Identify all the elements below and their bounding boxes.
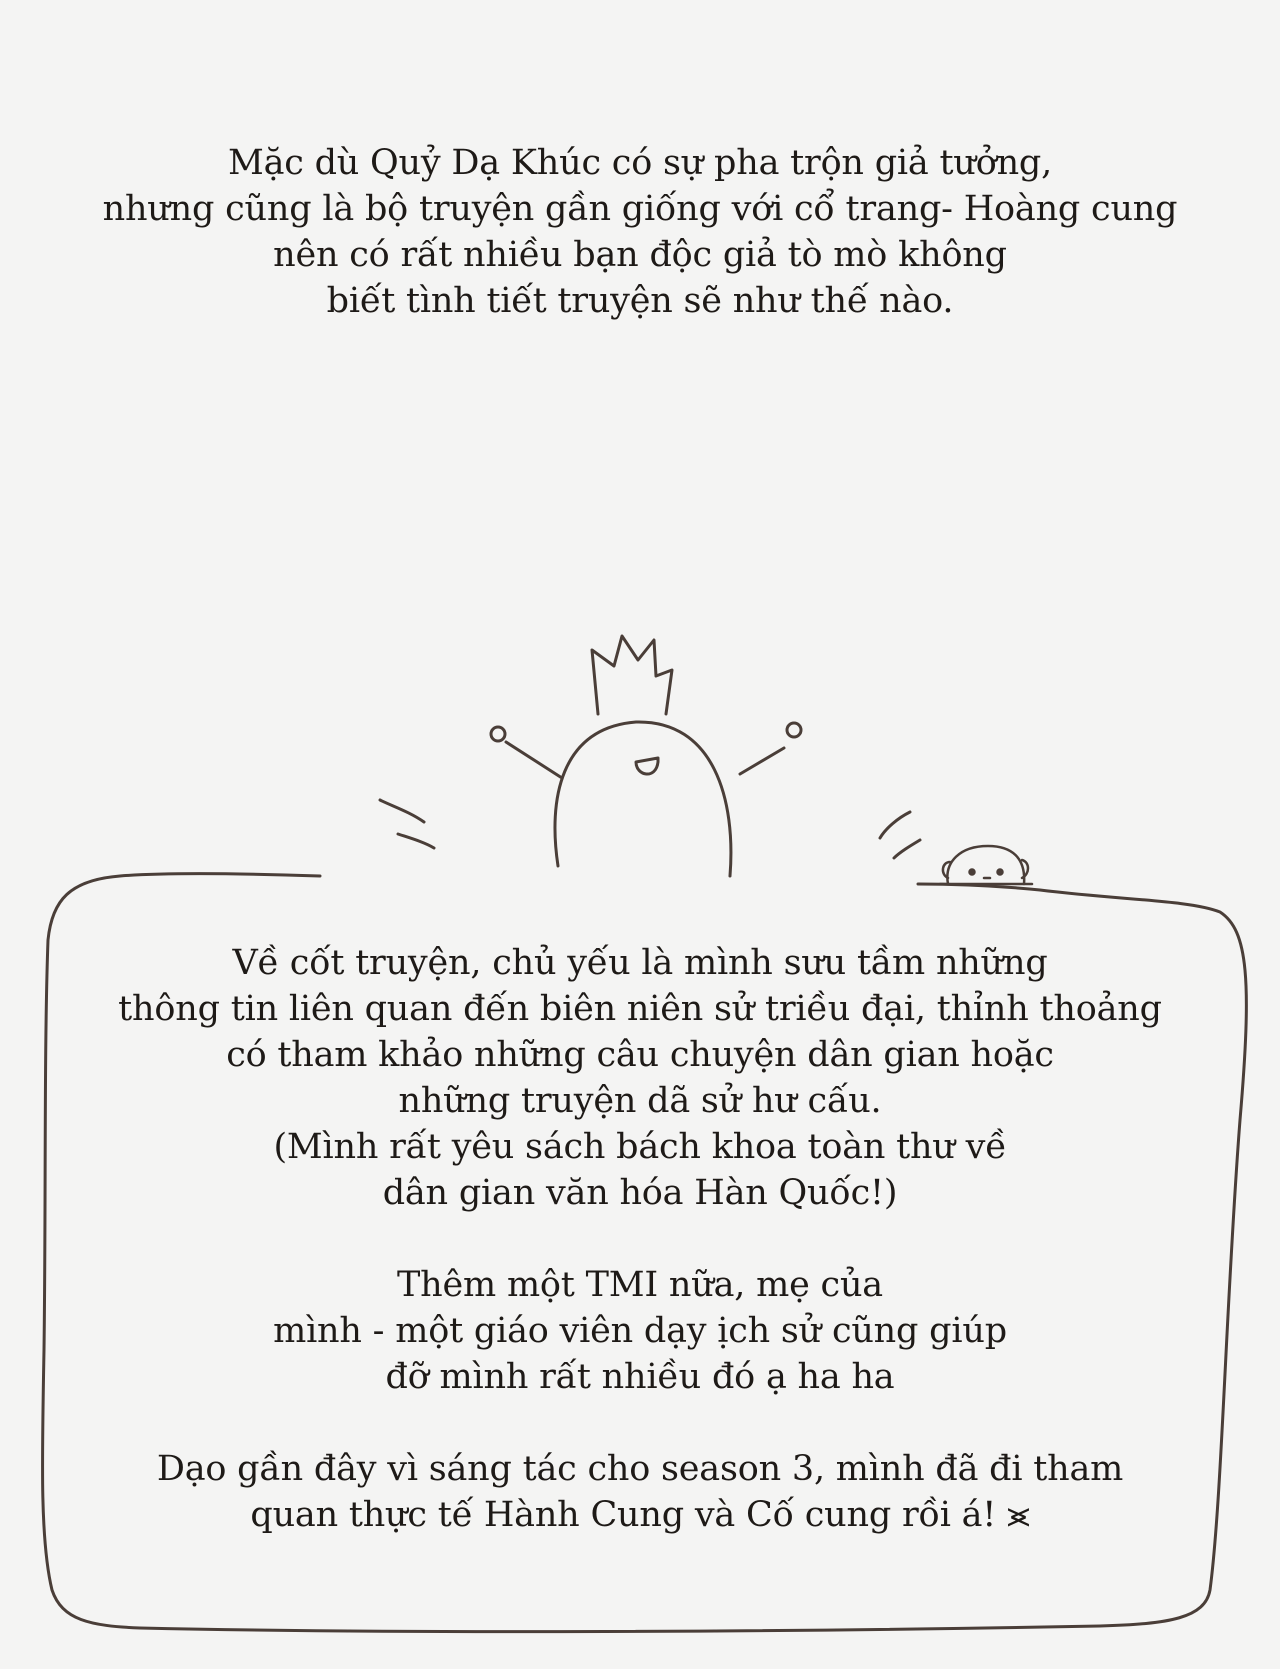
intro-line: nhưng cũng là bộ truyện gần giống với cổ trang- Hoàng cung <box>102 189 1178 229</box>
story-line: quan thực tế Hành Cung và Cố cung rồi á! ⪤ <box>250 1495 1030 1535</box>
story-line: mình - một giáo viên dạy ịch sử cũng giúp <box>273 1311 1007 1351</box>
story-text <box>0 940 1280 1538</box>
intro-line: biết tình tiết truyện sẽ như thế nào. <box>326 281 954 321</box>
story-line: Thêm một TMI nữa, mẹ của <box>397 1265 883 1305</box>
story-paragraph-2 <box>0 1262 1280 1400</box>
story-line: đỡ mình rất nhiều đó ạ ha ha <box>385 1357 895 1397</box>
story-paragraph-3 <box>0 1446 1280 1538</box>
intro-text <box>0 140 1280 324</box>
story-line: (Mình rất yêu sách bách khoa toàn thư về <box>273 1127 1007 1167</box>
story-paragraph-1 <box>0 940 1280 1216</box>
story-line: Về cốt truyện, chủ yếu là mình sưu tầm những <box>232 943 1048 983</box>
story-line: Dạo gần đây vì sáng tác cho season 3, mình đã đi tham <box>156 1449 1124 1489</box>
story-line: dân gian văn hóa Hàn Quốc!) <box>382 1173 898 1213</box>
intro-line: nên có rất nhiều bạn độc giả tò mò không <box>273 235 1007 275</box>
story-line: thông tin liên quan đến biên niên sử triều đại, thỉnh thoảng <box>118 989 1162 1029</box>
story-line: những truyện dã sử hư cấu. <box>398 1081 882 1121</box>
story-line: có tham khảo những câu chuyện dân gian hoặc <box>226 1035 1054 1075</box>
intro-line: Mặc dù Quỷ Dạ Khúc có sự pha trộn giả tưởng, <box>227 143 1053 183</box>
